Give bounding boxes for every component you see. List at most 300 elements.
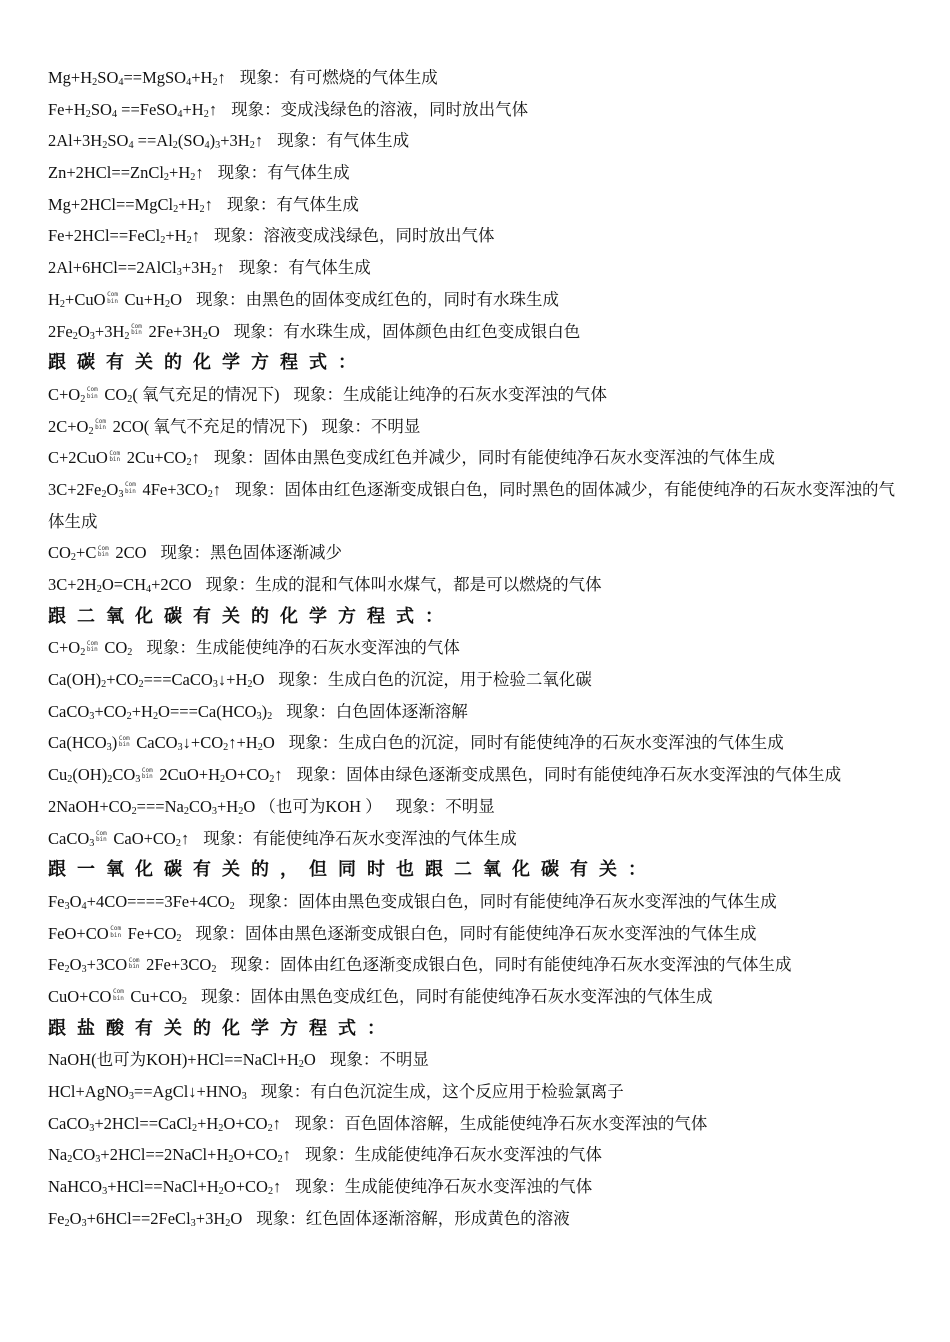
observation-text: 现象：固体由绿色逐渐变成黑色，同时有能使纯净石灰水变浑浊的气体生成 (296, 765, 842, 785)
equation-text: O (230, 1208, 243, 1228)
equation-text: +6HCl==2FeCl (86, 1208, 191, 1228)
equation-text: +H (178, 194, 200, 214)
reaction-line (48, 632, 910, 664)
equation-text: CO (112, 765, 136, 785)
reaction-condition-mark (112, 989, 124, 1002)
chemical-equation (48, 385, 280, 404)
subscript: 2 (218, 1122, 224, 1134)
chemical-equation (48, 226, 200, 245)
section-heading: 跟盐酸有关的化学方程式： (48, 1017, 396, 1039)
observation-text: 现象：固体由红色逐渐变成银白色，同时黑色的固体减少，有能使纯净的石灰水变浑浊的气体生成 (48, 479, 896, 531)
subscript: 2 (199, 203, 205, 215)
equation-text: ==MgSO (123, 68, 187, 87)
equation-text: ↑ (254, 131, 264, 151)
condition-top: Com (86, 639, 98, 647)
equation-text: 2Fe+3CO (146, 955, 212, 975)
reaction-line (48, 1044, 910, 1076)
equation-text: ↑ (212, 479, 222, 499)
chemical-equation (48, 765, 283, 784)
subscript: 2 (225, 1217, 231, 1229)
chemical-equation (48, 987, 187, 1006)
subscript: 2 (127, 647, 133, 659)
reaction-line (48, 727, 910, 759)
subscript: 2 (163, 171, 170, 183)
subscript: 3 (89, 837, 95, 849)
subscript: 2 (229, 900, 235, 912)
subscript: 3 (102, 1185, 108, 1197)
reaction-line (48, 474, 910, 537)
equation-text: +2CO (151, 575, 192, 595)
subscript: 2 (211, 964, 217, 976)
chemical-equation (48, 68, 226, 87)
chemical-equation (48, 448, 200, 467)
subscript: 2 (67, 1154, 73, 1166)
condition-top: Com (112, 988, 124, 996)
equation-text: Cu (48, 765, 68, 785)
equation-text: Fe (48, 1208, 65, 1228)
chemical-equation (48, 258, 225, 277)
reaction-line (48, 1171, 910, 1203)
chemical-equation (48, 290, 182, 309)
chemical-equation (48, 829, 189, 848)
observation-text: 现象：生成的混和气体叫水煤气，都是可以燃烧的气体 (205, 575, 602, 595)
equation-text: O (69, 1208, 82, 1228)
chemical-equation (48, 322, 220, 341)
subscript: 2 (249, 140, 255, 152)
reaction-line (48, 823, 910, 855)
subscript: 3 (177, 742, 183, 754)
equation-text: O （也可为KOH ） (243, 796, 382, 816)
condition-bottom: bin (125, 487, 136, 495)
observation-text: 现象：由黑色的固体变成红色的，同时有水珠生成 (196, 289, 560, 309)
subscript: 2 (269, 773, 275, 785)
reaction-line (48, 157, 910, 189)
observation-text: 现象：有能使纯净石灰水变浑浊的气体生成 (203, 828, 517, 848)
equation-text: Ca(HCO (48, 733, 107, 753)
equation-text: O=CH (101, 575, 146, 595)
observation-text: 现象：有气体生成 (217, 163, 350, 183)
equation-text: +H (216, 796, 239, 816)
subscript: 2 (126, 710, 132, 722)
equation-text: CO (48, 543, 71, 563)
chemical-equation (48, 417, 307, 436)
equation-text: Mg+H (48, 68, 93, 87)
condition-top: Com (107, 291, 118, 299)
reaction-condition-mark (124, 482, 136, 495)
equation-text: ↑ (216, 258, 225, 278)
condition-top: Com (97, 544, 109, 552)
subscript: 3 (81, 964, 87, 976)
chemical-equation (48, 797, 382, 816)
subscript: 2 (107, 773, 113, 785)
equation-text: CaCO (48, 701, 90, 721)
chemical-equation (48, 892, 235, 911)
equation-text: ↑ (195, 163, 204, 183)
reaction-line (48, 411, 910, 443)
equation-text: (SO (177, 131, 205, 151)
subscript: 2 (92, 76, 98, 88)
condition-top: Com (95, 829, 107, 837)
subscript: 2 (181, 995, 187, 1007)
subscript: 2 (186, 457, 192, 469)
equation-text: +H (169, 163, 191, 183)
subscript: 2 (101, 678, 107, 690)
equation-text: Ca(OH) (48, 670, 102, 690)
subscript: 2 (228, 1154, 234, 1166)
chemical-equation (48, 638, 132, 657)
condition-bottom: bin (109, 456, 121, 464)
equation-text: CaCO (136, 733, 178, 753)
condition-top: Com (128, 956, 140, 964)
equation-text: O+CO (223, 1113, 268, 1133)
subscript: 2 (165, 298, 171, 310)
condition-top: Com (125, 481, 136, 489)
reaction-condition-mark (109, 451, 121, 464)
chemical-equation (48, 131, 263, 150)
subscript: 3 (256, 710, 262, 722)
subscript: 2 (127, 393, 133, 405)
condition-bottom: bin (86, 392, 98, 400)
observation-text: 现象：生成白色的沉淀，用于检验二氧化碳 (278, 670, 592, 690)
equation-text: O (303, 1050, 316, 1070)
subscript: 3 (128, 1090, 134, 1102)
reaction-line (48, 759, 910, 791)
chemical-equation (48, 195, 213, 214)
subscript: 2 (160, 235, 166, 247)
equation-text: ( 氧气充足的情况下) (132, 384, 280, 404)
equation-text: 2Cu+CO (126, 448, 187, 468)
reaction-line (48, 189, 910, 221)
observation-text: 现象：生成能使纯净石灰水变浑浊的气体 (305, 1145, 602, 1165)
equation-text: O (207, 321, 220, 341)
equation-text: 2Fe (48, 321, 73, 341)
chemical-equation (48, 1114, 281, 1133)
chemical-equation (48, 100, 217, 119)
subscript: 2 (138, 678, 144, 690)
subscript: 3 (106, 742, 112, 754)
condition-top: Com (95, 417, 107, 425)
equation-text: Fe+H (48, 99, 86, 119)
equation-text: +C (76, 543, 97, 563)
subscript: 3 (89, 330, 95, 342)
reaction-line (48, 316, 910, 348)
equation-text: ===Na (136, 796, 184, 816)
subscript: 2 (59, 298, 66, 310)
subscript: 2 (223, 742, 229, 754)
observation-text: 现象：黑色固体逐渐减少 (160, 543, 343, 563)
subscript: 3 (190, 1217, 196, 1229)
equation-text: O (77, 321, 90, 341)
reaction-condition-mark (130, 324, 142, 337)
equation-text: ↑ (208, 99, 218, 119)
reaction-line (48, 1076, 910, 1108)
subscript: 2 (203, 108, 209, 120)
subscript: 4 (81, 900, 87, 912)
observation-text: 现象：固体由红色逐渐变成银白色，同时有能使纯净石灰水变浑浊的气体生成 (230, 955, 792, 975)
observation-text: 现象：有可燃烧的气体生成 (239, 68, 438, 87)
subscript: 2 (72, 330, 78, 342)
subscript: 2 (247, 678, 253, 690)
observation-text: 现象：固体由黑色变成银白色，同时有能使纯净石灰水变浑浊的气体生成 (248, 891, 777, 911)
equation-text: 2Fe+3H (148, 321, 203, 341)
subscript: 2 (152, 710, 159, 722)
reaction-line (48, 379, 910, 411)
equation-text: ↑+H (228, 733, 258, 753)
equation-text: ===CaCO (143, 670, 213, 690)
subscript: 2 (277, 1154, 283, 1166)
condition-top: Com (131, 322, 142, 330)
equation-text: O (262, 733, 275, 753)
equation-text: CuO+CO (48, 986, 112, 1006)
equation-text: 3C+2H (48, 575, 97, 595)
subscript: 2 (70, 552, 77, 564)
reaction-line (48, 569, 910, 601)
subscript: 2 (220, 773, 226, 785)
equation-text: O (106, 479, 119, 499)
subscript: 2 (88, 425, 94, 437)
observation-text: 现象：生成能使纯净的石灰水变浑浊的气体 (146, 638, 460, 658)
reaction-line (48, 791, 910, 823)
chemical-equation (48, 670, 264, 689)
equation-text: ) (261, 701, 268, 721)
observation-text: 现象：不明显 (329, 1050, 429, 1070)
observation-text: 现象：百色固体溶解，生成能使纯净石灰水变浑浊的气体 (294, 1113, 708, 1133)
condition-bottom: bin (86, 646, 98, 654)
equation-text: Na (48, 1145, 68, 1165)
equation-text: O===Ca(HCO (158, 701, 257, 721)
reaction-condition-mark (95, 419, 107, 432)
equation-text: +CO (94, 701, 127, 721)
reaction-line (48, 94, 910, 126)
subscript: 2 (238, 805, 244, 817)
reaction-line (48, 664, 910, 696)
subscript: 3 (89, 1122, 95, 1134)
subscript: 2 (172, 140, 178, 152)
equation-text: C+O (48, 638, 81, 658)
condition-top: Com (141, 766, 153, 774)
subscript: 2 (298, 1059, 304, 1071)
chemical-equation (48, 163, 204, 182)
reaction-line (48, 220, 910, 252)
equation-text: +CuO (65, 289, 106, 309)
subscript: 2 (131, 805, 137, 817)
equation-text: ==Al (133, 131, 173, 151)
equation-text: +H (197, 1113, 219, 1133)
reaction-line (48, 1139, 910, 1171)
equation-text: Cu+H (124, 289, 165, 309)
observation-text: 现象：溶液变成浅绿色，同时放出气体 (213, 226, 495, 246)
equation-text: O (69, 891, 82, 911)
reaction-line (48, 949, 910, 981)
reaction-condition-mark (86, 387, 98, 400)
reaction-line (48, 252, 910, 284)
chemical-equation (48, 575, 192, 594)
equation-text: 2CO( 氧气不充足的情况下) (112, 416, 308, 436)
equation-text: C+2CuO (48, 448, 108, 468)
condition-bottom: bin (110, 931, 122, 939)
equation-text: Cu+CO (130, 986, 182, 1006)
equation-text: CaO+CO (113, 828, 176, 848)
equation-text: O (170, 289, 183, 309)
subscript: 3 (81, 1217, 87, 1229)
observation-text: 现象：有气体生成 (226, 194, 359, 214)
equation-text: +4CO====3Fe+4CO (86, 891, 230, 911)
chemical-equation (48, 924, 182, 943)
equation-text: +3H (195, 1208, 226, 1228)
reaction-line (48, 284, 910, 316)
subscript: 2 (64, 964, 70, 976)
equation-text: 2CuO+H (159, 765, 220, 785)
subscript: 2 (257, 742, 263, 754)
chemical-equation (48, 1177, 281, 1196)
equation-text: CO (104, 638, 128, 658)
equation-text: 2CO (115, 543, 147, 563)
reaction-condition-mark (95, 831, 107, 844)
equation-text: ↓+CO (182, 733, 224, 753)
subscript: 3 (95, 1154, 101, 1166)
subscript: 2 (173, 203, 179, 215)
condition-top: Com (110, 925, 122, 933)
equation-text: NaHCO (48, 1177, 103, 1197)
chemical-equation (48, 1050, 316, 1069)
equation-text: ↑ (217, 68, 226, 87)
observation-text: 现象：生成能让纯净的石灰水变浑浊的气体 (293, 384, 607, 404)
equation-text: CO (72, 1145, 96, 1165)
reaction-line (48, 886, 910, 918)
observation-text: 现象：固体由黑色变成红色并减少，同时有能使纯净石灰水变浑浊的气体生成 (213, 448, 775, 468)
subscript: 3 (241, 1090, 247, 1102)
reaction-line (48, 125, 910, 157)
subscript: 2 (191, 1122, 198, 1134)
observation-text: 现象：不明显 (321, 416, 421, 436)
condition-bottom: bin (128, 963, 140, 971)
chemical-equation (48, 733, 275, 752)
equation-text: CaCO (48, 828, 90, 848)
reaction-condition-mark (107, 292, 119, 305)
chemical-equation (48, 543, 147, 562)
chemical-equation (48, 1209, 242, 1228)
chemical-equation (48, 955, 216, 974)
subscript: 2 (85, 108, 91, 120)
equation-text: CO (188, 796, 212, 816)
observation-text: 现象：白色固体逐渐溶解 (286, 701, 468, 721)
condition-bottom: bin (95, 836, 107, 844)
subscript: 3 (118, 488, 124, 500)
subscript: 2 (80, 647, 86, 659)
section-heading: 跟一氧化碳有关的，但同时也跟二氧化碳有关： (48, 859, 657, 881)
subscript: 2 (202, 330, 208, 342)
equation-text: 2Al+3H (48, 131, 103, 151)
observation-text: 现象：有水珠生成，固体颜色由红色变成银白色 (233, 321, 581, 341)
chemical-equation (48, 1082, 247, 1101)
observation-text: 现象：有白色沉淀生成，这个反应用于检验氯离子 (260, 1082, 624, 1102)
subscript: 2 (267, 710, 273, 722)
equation-text: ↑ (191, 226, 200, 246)
subscript: 2 (176, 932, 182, 944)
condition-top: Com (118, 734, 130, 742)
equation-text: +H (191, 68, 213, 87)
observation-text: 现象：固体由黑色逐渐变成银白色，同时有能使纯净石灰水变浑浊的气体生成 (195, 923, 757, 943)
equation-text: O+CO (233, 1145, 278, 1165)
subscript: 2 (267, 1122, 273, 1134)
subscript: 2 (64, 1217, 70, 1229)
equation-text: SO (97, 68, 119, 87)
subscript: 4 (146, 583, 152, 595)
condition-top: Com (109, 449, 121, 457)
condition-bottom: bin (118, 741, 130, 749)
reaction-condition-mark (97, 546, 109, 559)
subscript: 2 (207, 488, 213, 500)
equation-text: Fe (48, 891, 65, 911)
equation-text: 2NaOH+CO (48, 796, 132, 816)
subscript: 2 (96, 583, 102, 595)
reaction-line (48, 442, 910, 474)
observation-text: 现象：生成能使纯净石灰水变浑浊的气体 (295, 1177, 593, 1197)
subscript: 4 (204, 140, 210, 152)
subscript: 3 (215, 140, 221, 152)
subscript: 2 (218, 1185, 224, 1197)
equation-text: (OH) (72, 765, 108, 785)
equation-text: CO (104, 384, 128, 404)
subscript: 4 (177, 108, 183, 120)
subscript: 2 (186, 235, 192, 247)
subscript: 2 (102, 140, 108, 152)
equation-text: ) (209, 131, 216, 151)
equation-text: C+O (48, 384, 81, 404)
subscript: 2 (211, 266, 217, 278)
equation-text: +H (165, 226, 187, 246)
equation-text: +3CO (86, 955, 128, 975)
subscript: 4 (186, 76, 192, 88)
equation-text: ↑ (274, 765, 283, 785)
condition-bottom: bin (107, 297, 118, 305)
section-heading: 跟碳有关的化学方程式： (48, 352, 367, 374)
observation-text: 现象：红色固体逐渐溶解，形成黄色的溶液 (256, 1208, 570, 1228)
condition-bottom: bin (141, 773, 153, 781)
reaction-condition-mark (110, 926, 122, 939)
subscript: 2 (175, 837, 181, 849)
reaction-line (48, 1108, 910, 1140)
reaction-line (48, 918, 910, 950)
equation-text: FeO+CO (48, 923, 109, 943)
subscript: 4 (118, 76, 124, 88)
subscript: 3 (211, 805, 217, 817)
chemical-equation (48, 480, 221, 499)
observation-text: 现象：生成白色的沉淀，同时有能使纯净的石灰水变浑浊的气体生成 (288, 733, 784, 753)
subscript: 3 (89, 710, 95, 722)
equation-text: Zn+2HCl==ZnCl (48, 163, 164, 183)
equation-text: +3H (94, 321, 125, 341)
subscript: 4 (111, 108, 118, 120)
equation-text: +HCl==NaCl+H (107, 1177, 219, 1197)
subscript: 2 (67, 773, 73, 785)
equation-text: +2HCl==CaCl (94, 1113, 192, 1133)
section-heading: 跟二氧化碳有关的化学方程式： (48, 605, 454, 627)
equation-text: +H (182, 99, 204, 119)
equation-text: ==AgCl↓+HNO (133, 1082, 242, 1102)
equation-text: NaOH(也可为KOH)+HCl==NaCl+H (48, 1050, 299, 1070)
equation-text: ↑ (191, 448, 200, 468)
reaction-line (48, 981, 910, 1013)
equation-text: 4Fe+3CO (142, 479, 208, 499)
equation-text: ↑ (282, 1145, 291, 1165)
reaction-condition-mark (86, 641, 98, 654)
equation-text: O+CO (225, 765, 270, 785)
subscript: 3 (176, 266, 182, 278)
equation-text: +CO (106, 670, 139, 690)
observation-text: 现象：不明显 (395, 796, 495, 816)
reaction-line (48, 1203, 910, 1235)
